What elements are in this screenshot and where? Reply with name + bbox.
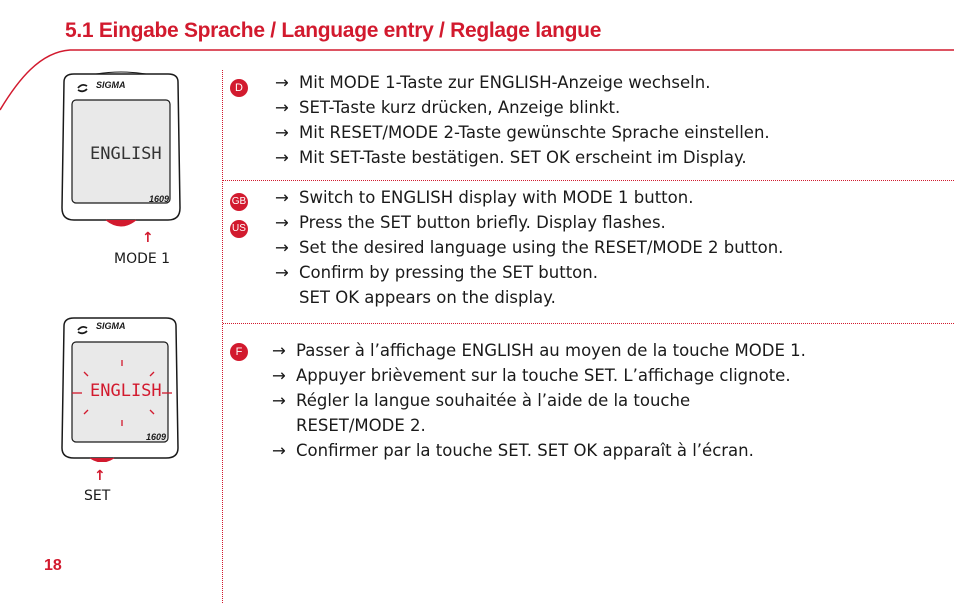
instruction-line: → Régler la langue souhaitée à l’aide de la touche xyxy=(272,388,806,413)
lcd-display-text-flashing: ENGLISH xyxy=(90,381,162,401)
mode1-button-label: MODE 1 xyxy=(114,251,171,267)
arrow-right-icon: → xyxy=(272,391,286,410)
instruction-line: → Press the SET button briefly. Display flashes. xyxy=(275,210,783,235)
arrow-right-icon: → xyxy=(275,148,289,167)
language-badge-fr: F xyxy=(230,343,248,361)
lcd-display-text: ENGLISH xyxy=(90,144,162,164)
model-number: 1609 xyxy=(149,194,170,204)
arrow-right-icon: → xyxy=(275,213,289,232)
language-badge-us: US xyxy=(230,220,248,238)
instructions-de xyxy=(275,70,770,170)
language-badge-de: D xyxy=(230,79,248,97)
section-divider-de-en xyxy=(223,180,954,181)
device-illustration-set xyxy=(54,316,184,466)
column-divider xyxy=(222,70,223,603)
up-arrow-icon: ↑ xyxy=(142,230,154,246)
instructions-fr xyxy=(272,338,806,463)
instruction-line: → SET-Taste kurz drücken, Anzeige blinkt. xyxy=(275,95,770,120)
section-divider-en-fr xyxy=(223,323,954,324)
instructions-en xyxy=(275,185,783,310)
up-arrow-icon: ↑ xyxy=(94,468,106,484)
arrow-right-icon: → xyxy=(272,366,286,385)
brand-logo: SIGMA xyxy=(96,80,126,90)
arrow-right-icon: → xyxy=(275,98,289,117)
instruction-line: → Set the desired language using the RESET/MODE 2 button. xyxy=(275,235,783,260)
arrow-right-icon: → xyxy=(275,123,289,142)
instruction-line-continued: SET OK appears on the display. xyxy=(299,288,556,307)
set-button-label: SET xyxy=(84,488,111,504)
page-number: 18 xyxy=(44,557,62,574)
instruction-line: → Passer à l’affichage ENGLISH au moyen de la touche MODE 1. xyxy=(272,338,806,363)
arrow-right-icon: → xyxy=(275,73,289,92)
page-title: 5.1 Eingabe Sprache / Language entry / Reglage langue xyxy=(65,19,602,42)
brand-logo: SIGMA xyxy=(96,321,126,331)
instruction-line: → Appuyer brièvement sur la touche SET. L’affichage clignote. xyxy=(272,363,806,388)
instruction-line-continued: RESET/MODE 2. xyxy=(296,416,426,435)
language-badge-gb: GB xyxy=(230,193,248,211)
instruction-line: → Switch to ENGLISH display with MODE 1 button. xyxy=(275,185,783,210)
arrow-right-icon: → xyxy=(275,263,289,282)
instruction-line: → Confirm by pressing the SET button. xyxy=(275,260,783,285)
model-number: 1609 xyxy=(146,432,167,442)
instruction-line: → Mit MODE 1-Taste zur ENGLISH-Anzeige wechseln. xyxy=(275,70,770,95)
device-illustration-mode1 xyxy=(56,70,186,236)
instruction-line: → Mit SET-Taste bestätigen. SET OK erscheint im Display. xyxy=(275,145,770,170)
arrow-right-icon: → xyxy=(272,341,286,360)
arrow-right-icon: → xyxy=(275,238,289,257)
arrow-right-icon: → xyxy=(275,188,289,207)
arrow-right-icon: → xyxy=(272,441,286,460)
instruction-line: → Mit RESET/MODE 2-Taste gewünschte Sprache einstellen. xyxy=(275,120,770,145)
instruction-line: → Confirmer par la touche SET. SET OK apparaît à l’écran. xyxy=(272,438,806,463)
